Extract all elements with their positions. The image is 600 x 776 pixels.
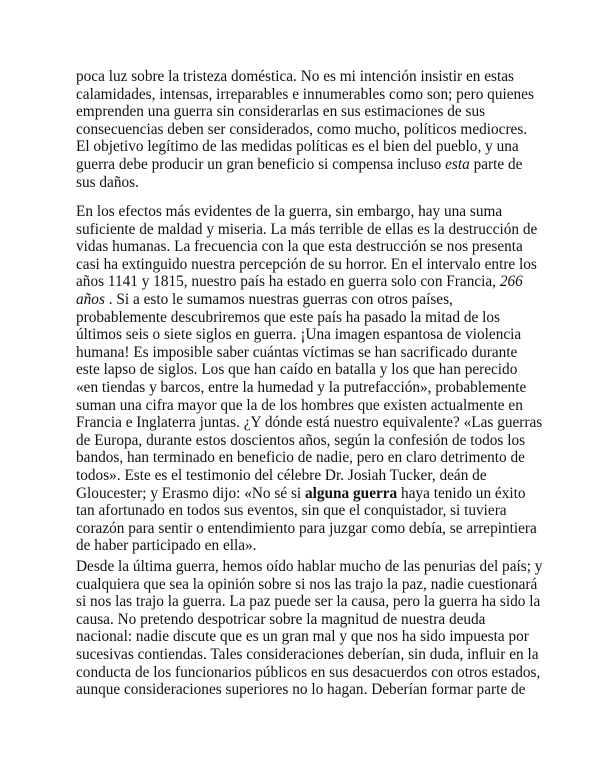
text-run: guerra debe producir un gran beneficio si compensa incluso (76, 155, 446, 173)
text-line: sucesivas contiendas. Tales consideraciones deberían, sin duda, influir en la (76, 645, 539, 663)
text-line: consecuencias deben ser considerados, como mucho, políticos mediocres. (76, 120, 528, 138)
text-line: bandos, han terminado en beneficio de nadie, pero en claro detrimento de (76, 449, 525, 467)
text-line: Desde la última guerra, hemos oído hablar mucho de las penurias del país; y (76, 558, 543, 575)
text-line: conducta de los funcionarios públicos en sus desacuerdos con otros estados, (76, 663, 541, 681)
paragraph-3 (76, 558, 543, 699)
text-line: Francia e Inglaterra juntas. ¿Y dónde está nuestro equivalente? «Las guerras (76, 414, 543, 432)
text-line: humana! Es imposible saber cuántas víctimas se han sacrificado durante (76, 343, 518, 361)
text-run: Gloucester; y Erasmo dijo: «No sé si (76, 484, 305, 502)
text-line: si nos las trajo la guerra. La paz puede ser la causa, pero la guerra ha sido la (76, 593, 541, 611)
text-line: sus daños. (76, 173, 139, 191)
text-line (76, 156, 524, 174)
text-run: haya tenido un éxito (397, 484, 526, 502)
text-line (76, 485, 524, 503)
text-line: calamidades, intensas, irreparables e innumerables como son; pero quienes (76, 85, 534, 103)
text-run: . Si a esto le sumamos nuestras guerras con otros países, (104, 290, 453, 308)
text-line: casi ha extinguido nuestra percepción de su horror. En el intervalo entre los (76, 255, 537, 273)
text-line: aunque consideraciones superiores no lo hagan. Deberían formar parte de (76, 681, 526, 699)
text-line: causa. No pretendo despotricar sobre la magnitud de nuestra deuda (76, 610, 486, 628)
text-line: últimos seis o siete siglos en guerra. ¡Una imagen espantosa de violencia (76, 326, 522, 344)
text-line: poca luz sobre la tristeza doméstica. No es mi intención insistir en estas (76, 68, 514, 85)
text-line: de haber participado en ella». (76, 537, 257, 555)
text-line (76, 291, 524, 309)
text-line: probablemente descubriremos que este país ha pasado la mitad de los (76, 308, 500, 326)
text-line: suman una cifra mayor que la de los hombres que existen actualmente en (76, 396, 523, 414)
text-line: tan afortunado en todos sus eventos, sin que el conquistador, si tuviera (76, 502, 507, 520)
italic-text: 266 (499, 273, 523, 291)
text-run: años 1141 y 1815, nuestro país ha estado en guerra solo con Francia, (76, 273, 500, 291)
text-line (76, 273, 524, 291)
text-line: de Europa, durante estos doscientos años, según la confesión de todos los (76, 431, 526, 449)
text-line: vidas humanas. La frecuencia con la que esta destrucción se nos presenta (76, 238, 523, 256)
text-line: El objetivo legítimo de las medidas políticas es el bien del pueblo, y una (76, 138, 519, 156)
text-line: suficiente de maldad y miseria. La más terrible de ellas es la destrucción de (76, 220, 538, 238)
italic-text: años (76, 290, 105, 308)
text-line: nacional: nadie discute que es un gran mal y que nos ha sido impuesta por (76, 628, 529, 646)
text-line: En los efectos más evidentes de la guerra, sin embargo, hay una suma (76, 203, 503, 220)
text-line: cualquiera que sea la opinión sobre si nos las trajo la paz, nadie cuestionará (76, 575, 538, 593)
text-run: parte de (469, 155, 523, 173)
paragraph-2 (76, 203, 543, 555)
italic-text: esta (445, 155, 470, 173)
bold-text: alguna guerra (305, 484, 398, 502)
text-line: todos». Este es el testimonio del célebre Dr. Josiah Tucker, deán de (76, 466, 487, 484)
text-line: corazón para sentir o entendimiento para juzgar como debía, se arrepintiera (76, 519, 537, 537)
paragraph-1 (76, 68, 534, 191)
text-line: «en tiendas y barcos, entre la humedad y la putrefacción», probablemente (76, 378, 527, 396)
text-line: emprenden una guerra sin considerarlas en sus estimaciones de sus (76, 103, 486, 121)
text-line: este lapso de siglos. Los que han caído en batalla y los que han perecido (76, 361, 518, 379)
